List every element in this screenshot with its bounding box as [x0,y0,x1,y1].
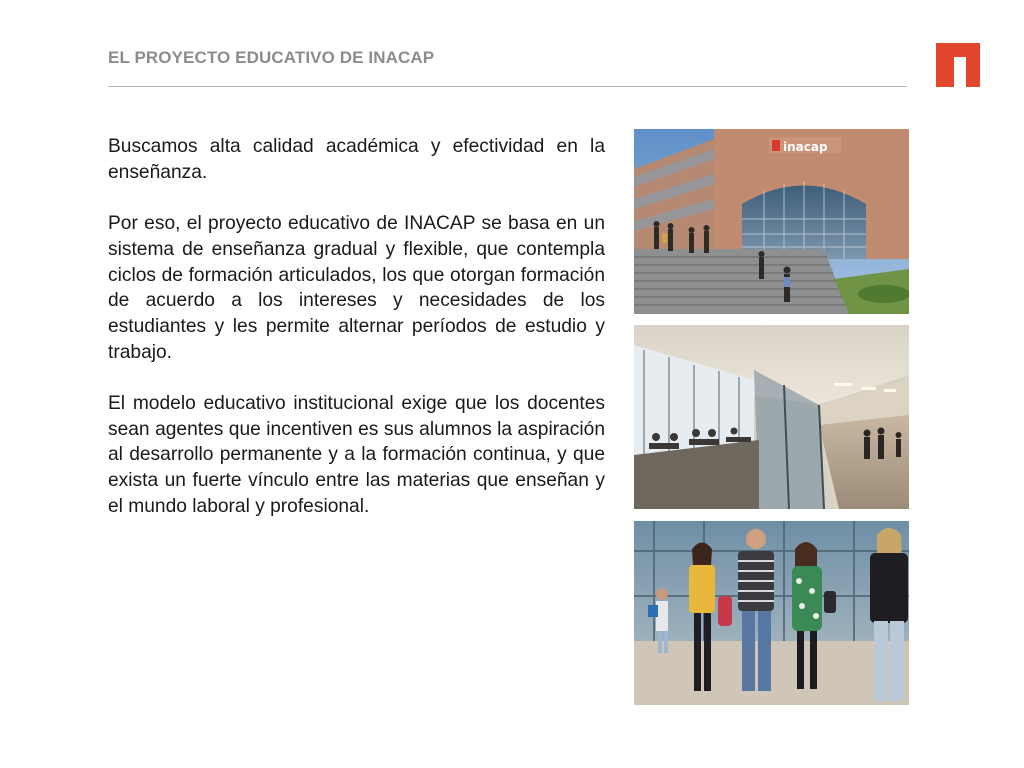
paragraph-3: El modelo educativo institucional exige que los docentes sean agentes que incentiven es sus alumnos la aspiración al desarrollo permanente y a la formación continua, y que exista un fuerte vínculo entre las materias que enseñan y el mundo laboral y profesional. [108,393,605,517]
building-sign: inacap [783,140,828,154]
body-text [108,134,605,545]
page-title: EL PROYECTO EDUCATIVO DE INACAP [108,48,435,67]
campus-interior-photo [634,325,909,509]
campus-building-photo [634,129,909,314]
students-walking-photo [634,521,909,705]
paragraph-1: Buscamos alta calidad académica y efectividad en la enseñanza. [108,136,605,183]
inacap-logo-icon [936,43,980,87]
header-divider [108,86,907,87]
paragraph-2: Por eso, el proyecto educativo de INACAP se basa en un sistema de enseñanza gradual y flexible, que contempla ciclos de formación articulados, los que otorgan formación de acuerdo a los intereses y necesidades de los estudiantes y les permite alternar períodos de estudio y trabajo. [108,213,605,363]
inacap-logo [936,43,980,87]
